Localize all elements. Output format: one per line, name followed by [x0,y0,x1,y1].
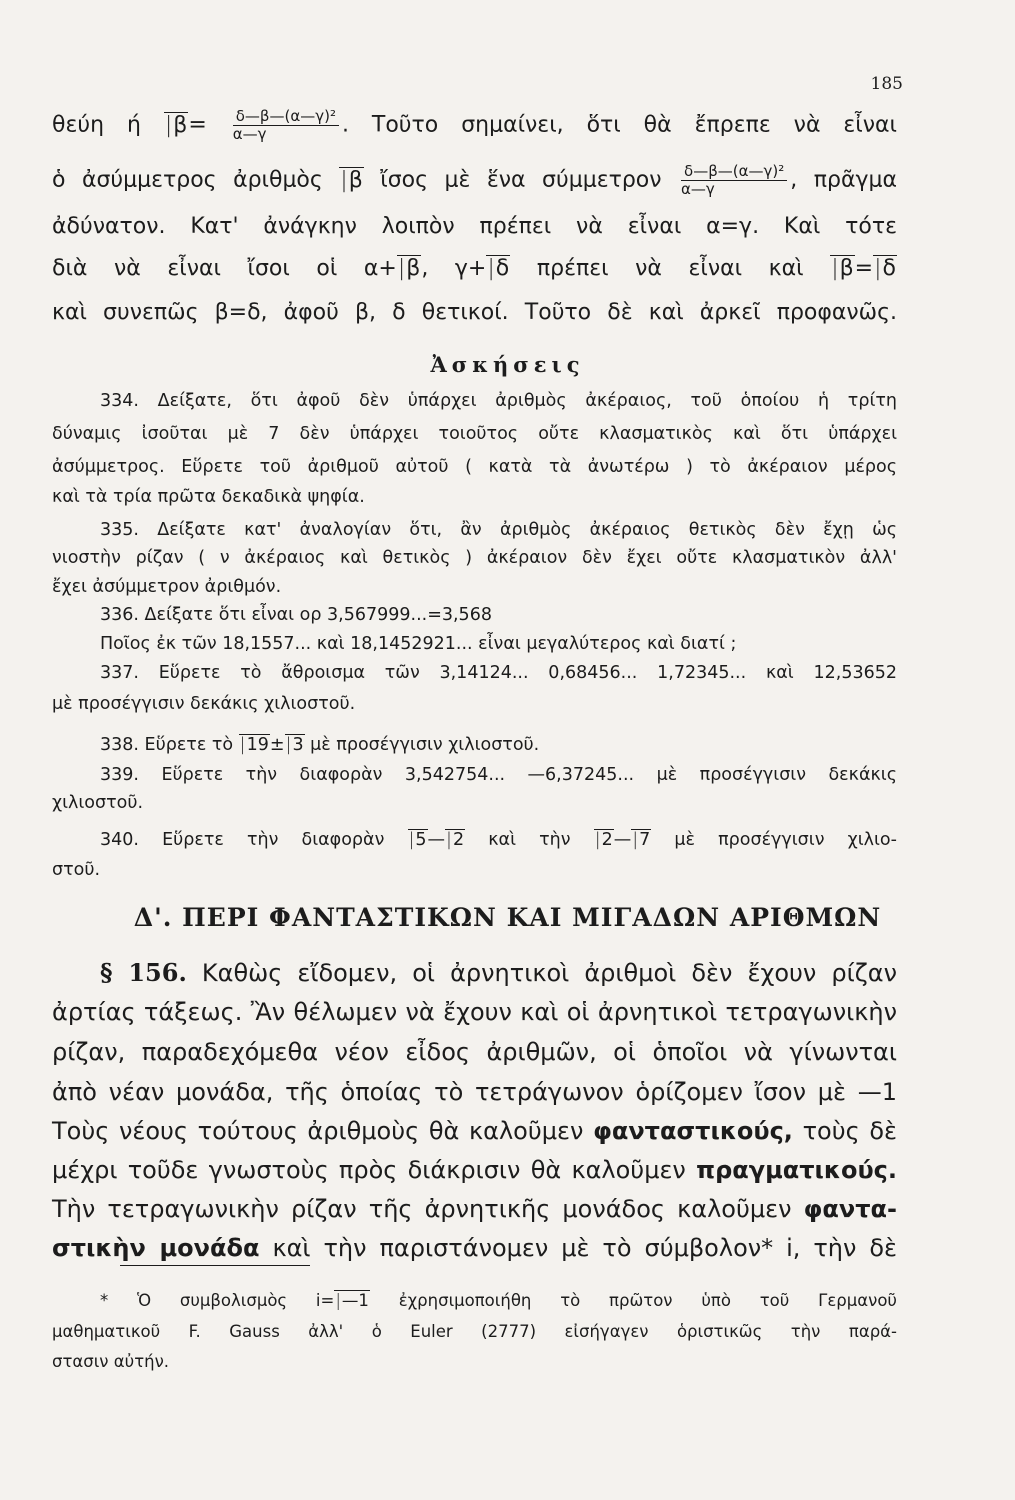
section-156-line-3: ρίζαν, παραδεχόμεθα νέον εἶδος ἀριθμῶν, οἱ ὁποῖοι νὰ γίνωνται [52,1038,897,1066]
term-imaginary-unit-b: στικὴν μονάδα [52,1234,260,1262]
footnote-rule [120,1265,310,1266]
section-156-line-7: Τὴν τετραγωνικὴν ρίζαν τῆς ἀρνητικῆς μονάδος καλοῦμεν φαντα- [52,1195,897,1223]
section-number: § 156. [100,958,187,987]
exercise-336-line-1: 336. Δείξατε ὅτι εἶναι ορ 3,567999...=3,568 [100,605,492,625]
section-156-line-4: ἀπὸ νέαν μονάδα, τῆς ὁποίας τὸ τετράγωνον ὁρίζομεν ἴσον μὲ —1 [52,1078,897,1106]
section-156-line-6: μέχρι τοῦδε γνωστοὺς πρὸς διάκρισιν θὰ καλοῦμεν πραγματικούς. [52,1156,897,1184]
sqrt-beta: | β [164,112,188,138]
intro-line-5: καὶ συνεπῶς β=δ, ἀφοῦ β, δ θετικοί. Τοῦτο δὲ καὶ ἀρκεῖ προφανῶς. [52,300,897,325]
exercises-heading: Ἀσκήσεις [430,352,585,377]
term-imaginary: φανταστικούς, [593,1117,793,1145]
exercise-340-line-2: στοῦ. [52,860,101,880]
chapter-heading: Δ'. ΠΕΡΙ ΦΑΝΤΑΣΤΙΚΩΝ ΚΑΙ ΜΙΓΑΔΩΝ ΑΡΙΘΜΩΝ [133,903,882,932]
section-156-line-1: § 156. Καθὼς εἴδομεν, οἱ ἀρνητικοὶ ἀριθμοὶ δὲν ἔχουν ρίζαν [100,958,897,987]
fraction: $\frac{\text{δ—β—(α—γ)²}}{\alpha—\gamma}$ [233,108,339,143]
exercise-334-line-4: καὶ τὰ τρία πρῶτα δεκαδικὰ ψηφία. [52,487,365,507]
section-156-line-5: Τοὺς νέους τούτους ἀριθμοὺς θὰ καλοῦμεν φανταστικούς, τοὺς δὲ [52,1117,898,1145]
footnote-line-1: * Ὁ συμβολισμὸς i=| —1 ἐχρησιμοποιήθη τὸ πρῶτον ὑπὸ τοῦ Γερμανοῦ [52,1291,897,1310]
footnote-line-3: στασιν αὐτήν. [52,1352,170,1371]
sqrt-beta: | β [339,167,363,193]
section-156-line-2: ἀρτίας τάξεως. Ἂν θέλωμεν νὰ ἔχουν καὶ οἱ ἀρνητικοὶ τετραγωνικὴν [52,998,897,1026]
term-imaginary-unit-a: φαντα- [803,1195,897,1223]
exercise-336-line-2: Ποῖος ἐκ τῶν 18,1557... καὶ 18,1452921... εἶναι μεγαλύτερος καὶ διατί ; [100,634,737,654]
exercise-339-line-1: 339. Εὕρετε τὴν διαφορὰν 3,542754... —6,37245... μὲ προσέγγισιν δεκάκις [100,765,897,785]
exercise-339-line-2: χιλιοστοῦ. [52,793,144,813]
section-156-line-8: στικὴν μονάδα καὶ τὴν παριστάνομεν μὲ τὸ σύμβολον* i, τὴν δὲ [52,1234,897,1262]
exercise-335-line-2: νιοστὴν ρίζαν ( ν ἀκέραιος καὶ θετικὸς ) ἀκέραιον δὲν ἔχει οὔτε κλασματικὸν ἀλλ' [52,548,897,568]
exercise-334-line-1: 334. Δείξατε, ὅτι ἀφοῦ δὲν ὑπάρχει ἀριθμὸς ἀκέραιος, τοῦ ὁποίου ἡ τρίτη [100,391,897,411]
exercise-335-line-1: 335. Δείξατε κατ' ἀναλογίαν ὅτι, ἂν ἀριθμὸς ἀκέραιος θετικὸς δὲν ἔχῃ ὡς [100,520,897,540]
intro-line-2: ὁ ἀσύμμετρος ἀριθμὸς | β ἴσος μὲ ἕνα σύμμετρον $\frac{\text{δ—β—(α—γ)²}}{\alpha—\gamma}$ , πρᾶγμα [52,163,897,198]
exercise-334-line-3: ἀσύμμετρος. Εὕρετε τοῦ ἀριθμοῦ αὐτοῦ ( κατὰ τὰ ἀνωτέρω ) τὸ ἀκέραιον μέρος [52,457,897,477]
exercise-337-line-1: 337. Εὕρετε τὸ ἄθροισμα τῶν 3,14124... 0,68456... 1,72345... καὶ 12,53652 [100,663,897,683]
term-real: πραγματικούς. [696,1156,897,1184]
exercise-334-line-2: δύναμις ἰσοῦται μὲ 7 δὲν ὑπάρχει τοιοῦτος οὔτε κλασματικὸς καὶ ὅτι ὑπάρχει [52,424,897,444]
exercise-338: 338. Εὕρετε τὸ | 19±| 3 μὲ προσέγγισιν χιλιοστοῦ. [52,735,897,755]
exercise-335-line-3: ἔχει ἀσύμμετρον ἀριθμόν. [52,577,282,597]
fraction: $\frac{\text{δ—β—(α—γ)²}}{\alpha—\gamma}$ [681,163,787,198]
page-number: 185 [870,74,903,94]
exercise-337-line-2: μὲ προσέγγισιν δεκάκις χιλιοστοῦ. [52,694,356,714]
footnote-line-2: μαθηματικοῦ F. Gauss ἀλλ' ὁ Euler (2777) εἰσήγαγεν ὁριστικῶς τὴν παρά- [52,1322,897,1341]
intro-line-3: ἀδύνατον. Κατ' ἀνάγκην λοιπὸν πρέπει νὰ εἶναι α=γ. Καὶ τότε [52,214,897,239]
intro-line-1: θεύη ή | β= $\frac{\text{δ—β—(α—γ)²}}{\alpha—\gamma}$ . Τοῦτο σημαίνει, ὅτι θὰ ἔπρεπε νὰ εἶναι [52,108,897,143]
intro-line-4: διὰ νὰ εἶναι ἴσοι οἱ α+| β, γ+| δ πρέπει νὰ εἶναι καὶ | β=| δ [52,256,897,281]
exercise-340-line-1: 340. Εὕρετε τὴν διαφορὰν | 5—| 2 καὶ τὴν | 2—| 7 μὲ προσέγγισιν χιλιο- [52,830,897,850]
